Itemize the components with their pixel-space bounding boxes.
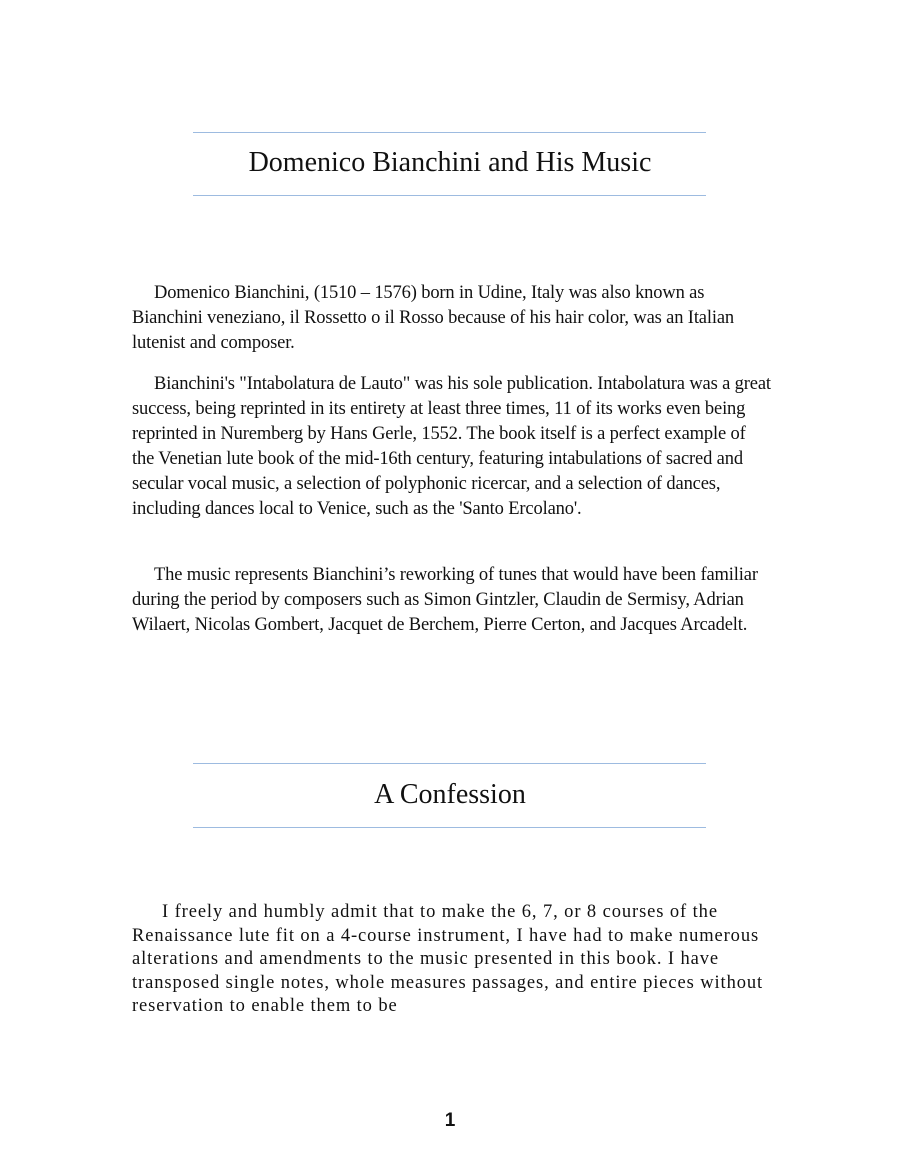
publication-paragraph: Bianchini's "Intabolatura de Lauto" was his sole publication. Intabolatura was a great success, being reprinted in its entirety at least three times, 11 of its works even being reprinted in Nuremberg by Hans Gerle, 1552. The book itself is a perfect example of the Venetian lute book of the mid-16th century, featuring intabulations of sacred and secular vocal music, a selection of polyphonic ricercar, and a selection of dances, including dances local to Venice, such as the 'Santo Ercolano'. <box>132 374 771 519</box>
section2-bottom-rule <box>193 827 706 828</box>
page-number: 1 <box>444 1110 456 1131</box>
music-paragraph: The music represents Bianchini’s reworking of tunes that would have been familiar during the period by composers such as Simon Gintzler, Claudin de Sermisy, Adrian Wilaert, Nicolas Gombert, Jacquet de Berchem, Pierre Certon, and Jacques Arcadelt. <box>132 565 758 635</box>
section1-title: Domenico Bianchini and His Music <box>248 147 652 178</box>
confession-paragraph: I freely and humbly admit that to make the 6, 7, or 8 courses of the Renaissance lute fit on a 4-course instrument, I have had to make numerous alterations and amendments to the music presented in this book. I have transposed single notes, whole measures passages, and entire pieces without reservation to enable them to be <box>132 902 764 1016</box>
section1-bottom-rule <box>193 195 706 196</box>
section1-top-rule <box>193 132 706 133</box>
section2-top-rule <box>193 763 706 764</box>
section2-title: A Confession <box>374 779 526 810</box>
bio-paragraph: Domenico Bianchini, (1510 – 1576) born in Udine, Italy was also known as Bianchini veneziano, il Rossetto o il Rosso because of his hair color, was an Italian lutenist and composer. <box>132 283 735 353</box>
